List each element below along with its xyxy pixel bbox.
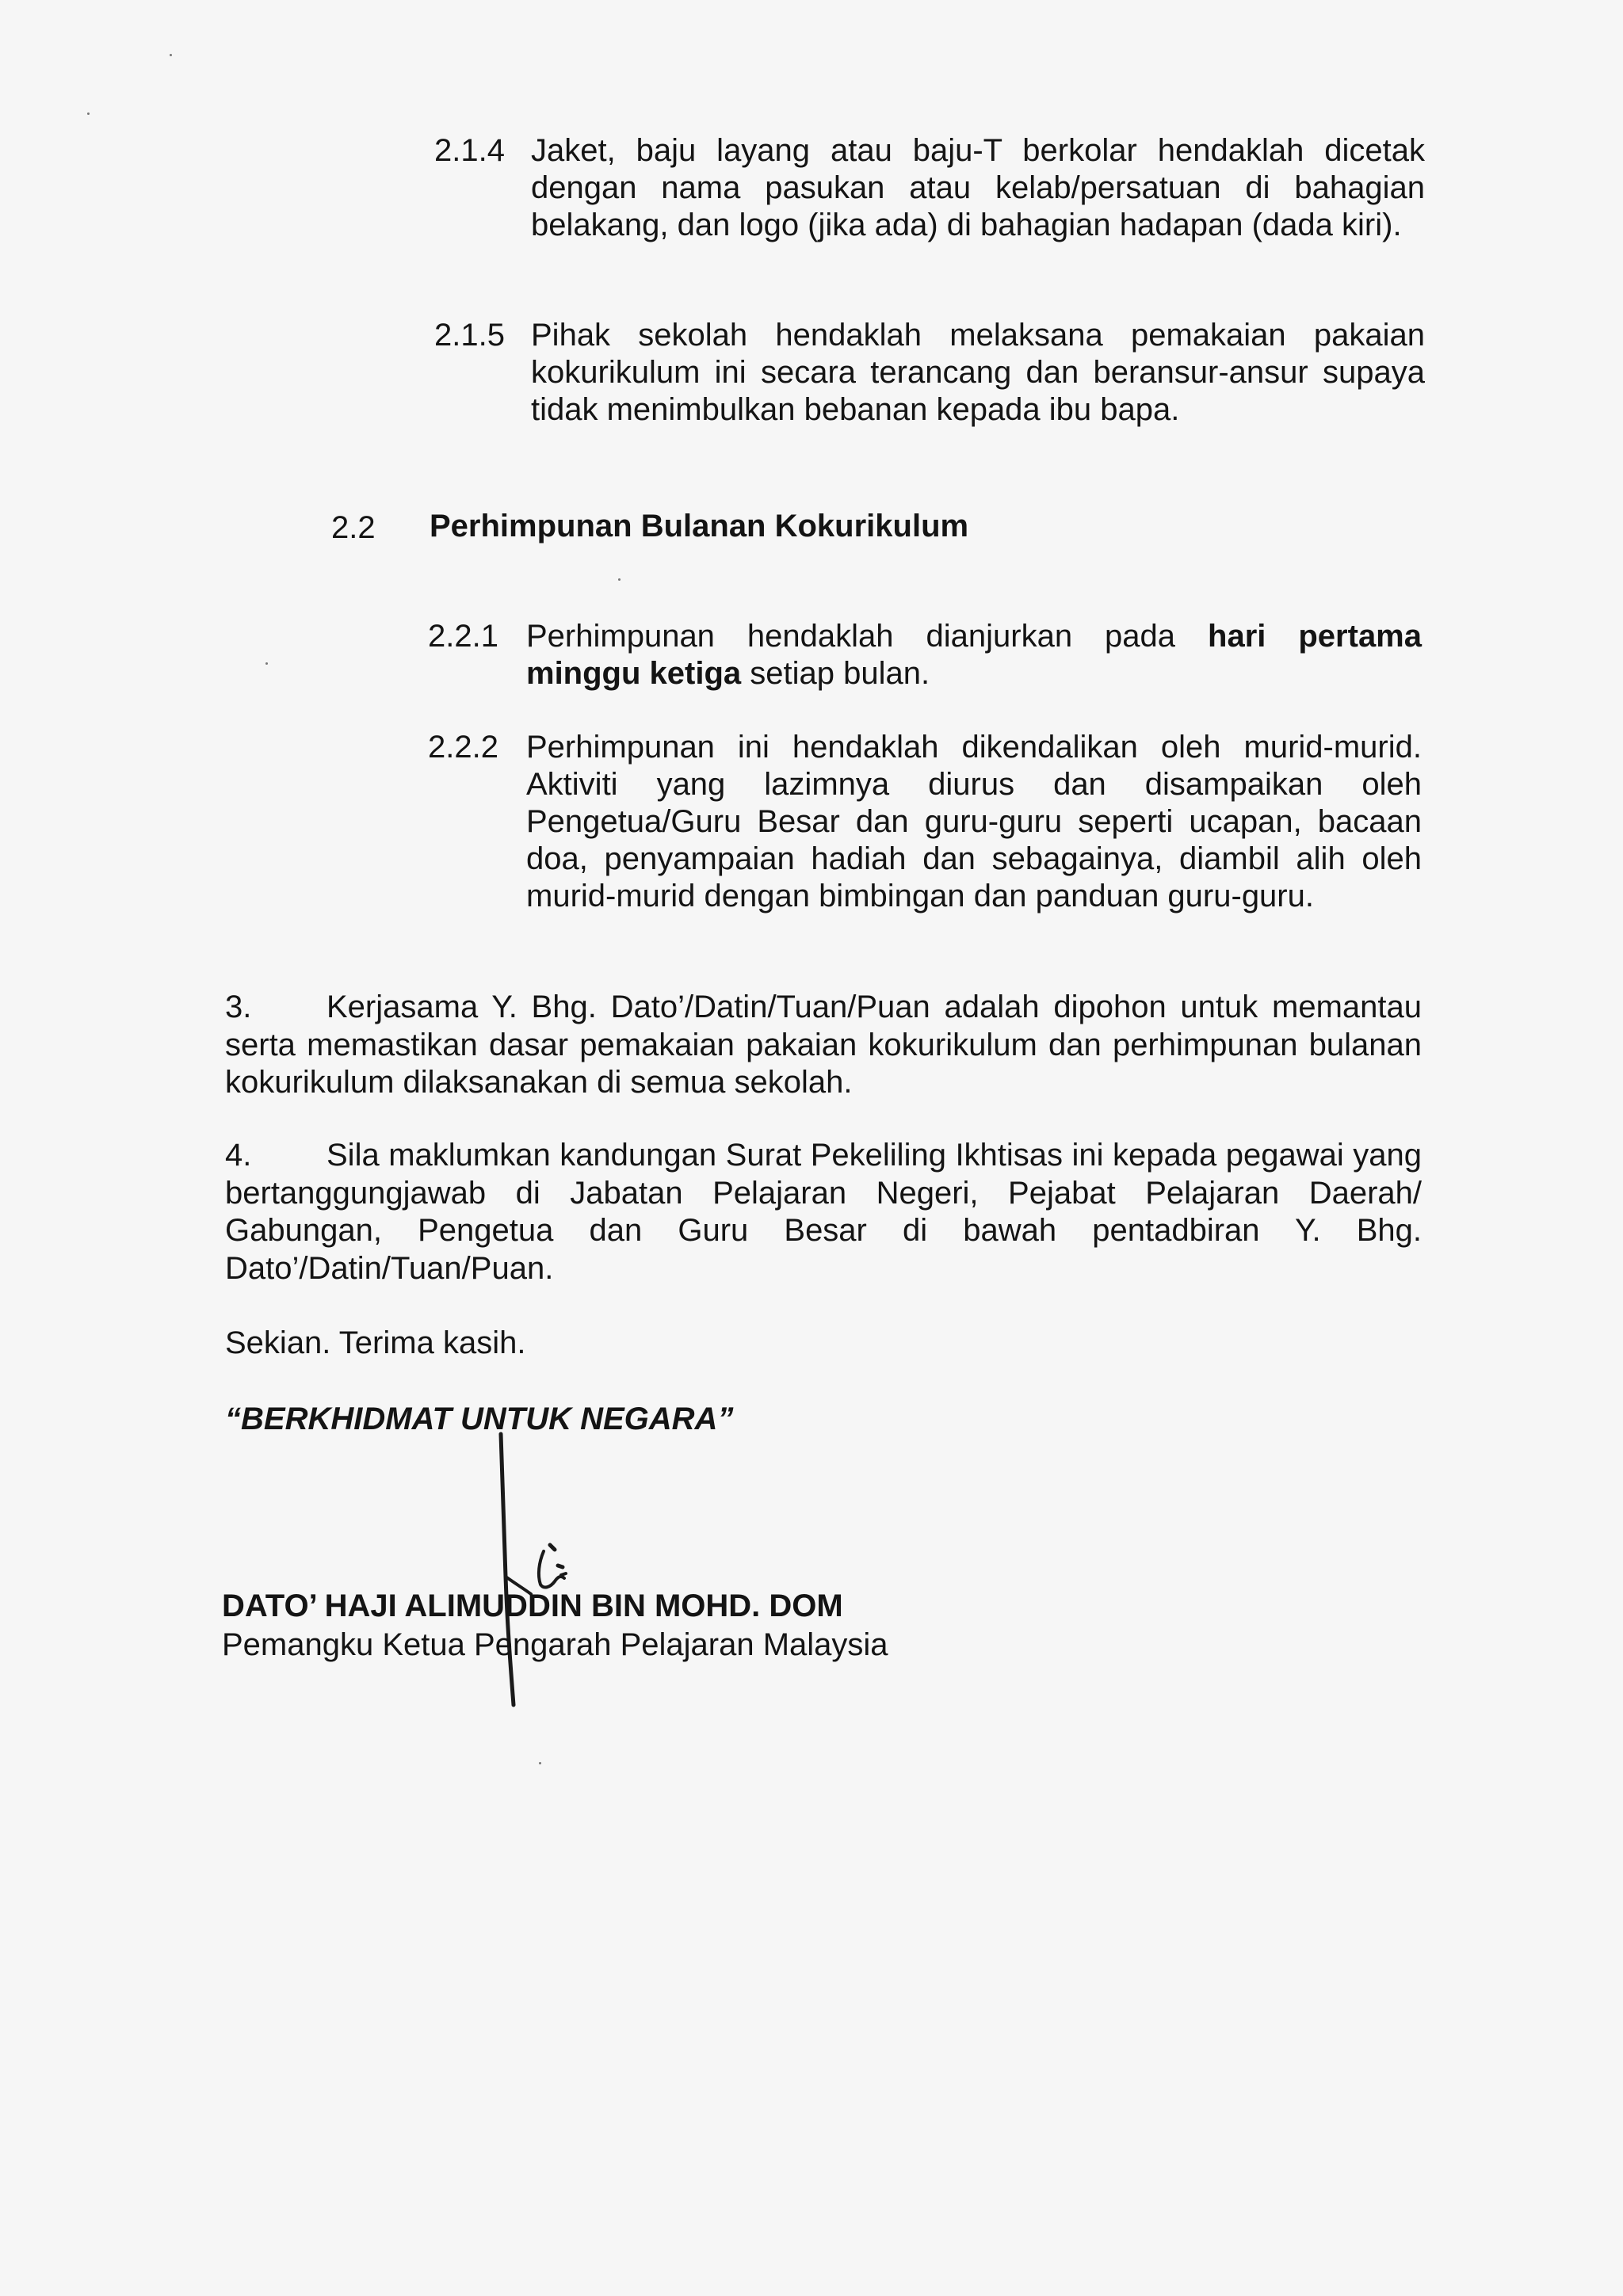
scan-speck (87, 113, 90, 115)
signatory-title: Pemangku Ketua Pengarah Pelajaran Malaysia (222, 1627, 888, 1662)
closing-line: Sekian. Terima kasih. (225, 1325, 526, 1360)
handwritten-signature (475, 1426, 602, 1711)
signatory-name: DATO’ HAJI ALIMUDDIN BIN MOHD. DOM (222, 1589, 843, 1623)
list-item-2-1-4 (434, 132, 1425, 283)
item-number: 2.1.5 (434, 318, 505, 353)
item-text-emphasis: hari pertama minggu ketiga (526, 619, 1422, 691)
item-text-part: setiap bulan. (741, 656, 930, 691)
item-text-part: Perhimpunan hendaklah dianjurkan pada (526, 619, 1209, 654)
paragraph-text: Kerjasama Y. Bhg. Dato’/Datin/Tuan/Puan adalah dipohon untuk memantau serta memastikan dasar pemakaian pakaian kokurikulum dan perhimpunan bulanan kokurikulum dilaksanakan di semua sekolah. (225, 990, 1422, 1100)
paragraph-number: 3. (225, 990, 252, 1024)
paragraph-4 (225, 1137, 1422, 1287)
item-number: 2.1.4 (434, 133, 505, 168)
scan-speck (265, 662, 268, 665)
section-number: 2.2 (331, 510, 376, 545)
section-title: Perhimpunan Bulanan Kokurikulum (430, 509, 969, 543)
motto: “BERKHIDMAT UNTUK NEGARA” (225, 1402, 734, 1436)
list-item-2-1-5 (434, 317, 1425, 432)
item-text: Jaket, baju layang atau baju-T berkolar hendaklah dicetak dengan nama pasukan atau kelab/persatuan di bahagian belakang, dan logo (jika ada) di bahagian hadapan (dada kiri). (531, 133, 1425, 242)
scan-speck (170, 54, 172, 56)
item-number: 2.2.1 (428, 619, 498, 654)
item-text: Perhimpunan ini hendaklah dikendalikan oleh murid-murid. Aktiviti yang lazimnya diurus dan disampaikan oleh Pengetua/Guru Besar dan guru-guru seperti ucapan, bacaan doa, penyampaian hadiah dan sebagainya, diambil alih oleh murid-murid dengan bimbingan dan panduan guru-guru. (526, 730, 1422, 913)
scan-speck (539, 1762, 541, 1764)
paragraph-number: 4. (225, 1138, 252, 1173)
paragraph-3 (225, 989, 1422, 1102)
list-item-2-2-1 (428, 618, 1422, 696)
item-text: Pihak sekolah hendaklah melaksana pemakaian pakaian kokurikulum ini secara terancang dan beransur-ansur supaya tidak menimbulkan bebanan kepada ibu bapa. (531, 318, 1425, 427)
list-item-2-2-2 (428, 729, 1422, 919)
paragraph-text: Sila maklumkan kandungan Surat Pekeliling Ikhtisas ini kepada pegawai yang bertanggungjawab di Jabatan Pelajaran Negeri, Pejabat Pelajaran Daerah/ Gabungan, Pengetua dan Guru Besar di bawah pentadbiran Y. Bhg. Dato’/Datin/Tuan/Puan. (225, 1138, 1422, 1286)
scan-speck (618, 578, 621, 581)
item-text (526, 618, 1422, 692)
item-number: 2.2.2 (428, 730, 498, 765)
